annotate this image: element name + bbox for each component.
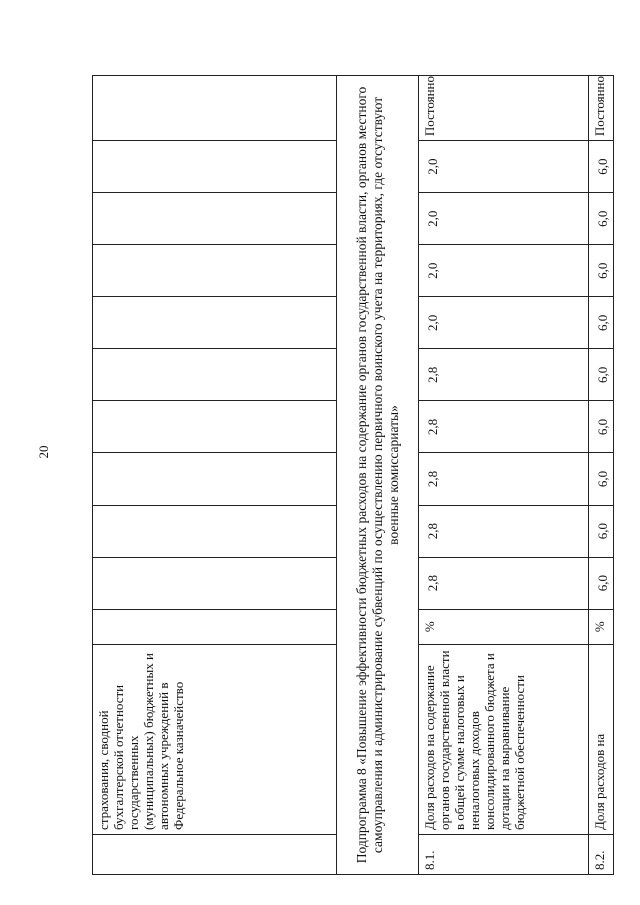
row-period: Постоянно [589, 76, 614, 141]
cell-num [93, 834, 337, 874]
row-name: Доля расходов на [589, 644, 614, 834]
subprogram-header: Подпрограмма 8 «Повышение эффективности бюджетных расходов на содержание органов государственной власти, органов местного самоуправления и администрирование субвенций по осуществлению первичного воинского учета на территориях, где отсутствуют военные комиссариаты» [337, 76, 419, 875]
value-cell: 2,0 [419, 297, 589, 349]
cell-description: страхования, сводной бухгалтерской отчетности государственных (муниципальных) бюджетных и автономных учреждений в Федеральное казначейство [93, 644, 337, 834]
cell-unit [93, 609, 337, 644]
value-cell: 2,0 [419, 193, 589, 245]
row-number: 8.1. [419, 834, 589, 874]
table-row-continuation [93, 76, 337, 875]
row-period: Постоянно [419, 76, 589, 141]
row-number: 8.2. [589, 834, 614, 874]
value-cell: 2,8 [419, 453, 589, 505]
value-cell: 6,0 [589, 557, 614, 609]
value-cell: 6,0 [589, 297, 614, 349]
subprogram-header-row [337, 76, 419, 875]
value-cell: 2,8 [419, 557, 589, 609]
value-cell: 2,0 [419, 245, 589, 297]
row-unit: % [589, 609, 614, 644]
table-row [589, 76, 614, 875]
value-cell: 6,0 [589, 141, 614, 193]
value-cell: 6,0 [589, 505, 614, 557]
table-row [419, 76, 589, 875]
row-unit: % [419, 609, 589, 644]
value-cell: 2,0 [419, 141, 589, 193]
value-cell: 6,0 [589, 401, 614, 453]
indicators-table [92, 75, 614, 875]
value-cell: 6,0 [589, 453, 614, 505]
value-cell: 2,8 [419, 349, 589, 401]
page-number: 20 [36, 445, 51, 459]
value-cell: 6,0 [589, 245, 614, 297]
value-cell: 2,8 [419, 505, 589, 557]
value-cell: 6,0 [589, 193, 614, 245]
value-cell: 6,0 [589, 349, 614, 401]
rotated-table-area [92, 75, 612, 875]
row-name: Доля расходов на содержание органов государственной власти в общей сумме налоговых и неналоговых доходов консолидированного бюджета и дотации на выравнивание бюджетной обеспеченности [419, 644, 589, 834]
value-cell: 2,8 [419, 401, 589, 453]
